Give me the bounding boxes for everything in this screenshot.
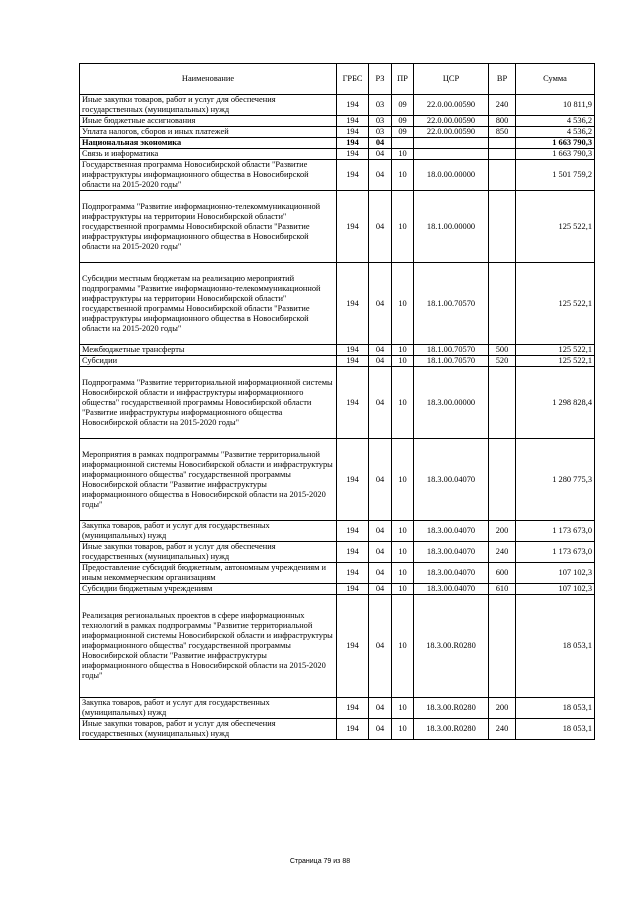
cell-vr: 850 [489,127,516,138]
cell-pr: 10 [392,584,414,595]
cell-sum: 107 102,3 [516,563,595,584]
cell-rz: 04 [369,719,392,740]
cell-vr: 240 [489,719,516,740]
table-row [80,149,595,160]
header-grbs: ГРБС [337,64,369,95]
cell-name: Государственная программа Новосибирской области "Развитие инфраструктуры информационного общества в Новосибирской области на 2015-2020 годы" [80,160,337,191]
cell-csr: 18.1.00.00000 [414,191,489,263]
cell-grbs: 194 [337,116,369,127]
cell-sum: 18 053,1 [516,595,595,698]
cell-sum: 1 280 775,3 [516,439,595,521]
cell-grbs: 194 [337,138,369,149]
table-row [80,116,595,127]
cell-name: Субсидии бюджетным учреждениям [80,584,337,595]
cell-sum: 10 811,9 [516,95,595,116]
cell-rz: 04 [369,160,392,191]
cell-sum: 125 522,1 [516,356,595,367]
table-row [80,356,595,367]
table-row [80,127,595,138]
cell-pr: 10 [392,542,414,563]
cell-pr: 10 [392,367,414,439]
cell-rz: 04 [369,138,392,149]
cell-name: Закупка товаров, работ и услуг для государственных (муниципальных) нужд [80,521,337,542]
header-csr: ЦСР [414,64,489,95]
cell-vr [489,138,516,149]
cell-csr: 18.3.00.R0280 [414,698,489,719]
header-pr: ПР [392,64,414,95]
cell-vr: 520 [489,356,516,367]
cell-rz: 04 [369,356,392,367]
table-row [80,595,595,698]
cell-rz: 04 [369,191,392,263]
cell-sum: 4 536,2 [516,116,595,127]
cell-sum: 107 102,3 [516,584,595,595]
cell-vr [489,263,516,345]
cell-pr: 09 [392,116,414,127]
cell-grbs: 194 [337,595,369,698]
table-body [80,95,595,740]
cell-rz: 03 [369,95,392,116]
cell-name: Межбюджетные трансферты [80,345,337,356]
cell-rz: 04 [369,521,392,542]
cell-pr [392,138,414,149]
cell-pr: 10 [392,191,414,263]
cell-grbs: 194 [337,191,369,263]
cell-csr: 18.0.00.00000 [414,160,489,191]
cell-rz: 04 [369,563,392,584]
cell-pr: 10 [392,521,414,542]
header-vr: ВР [489,64,516,95]
cell-pr: 10 [392,563,414,584]
table-row [80,138,595,149]
cell-csr: 18.1.00.70570 [414,345,489,356]
cell-pr: 09 [392,127,414,138]
cell-rz: 04 [369,584,392,595]
cell-sum: 125 522,1 [516,191,595,263]
cell-vr: 240 [489,95,516,116]
cell-name: Иные закупки товаров, работ и услуг для обеспечения государственных (муниципальных) нужд [80,542,337,563]
cell-rz: 03 [369,116,392,127]
cell-sum: 18 053,1 [516,698,595,719]
cell-sum: 1 298 828,4 [516,367,595,439]
cell-grbs: 194 [337,367,369,439]
cell-rz: 03 [369,127,392,138]
cell-grbs: 194 [337,584,369,595]
cell-name: Мероприятия в рамках подпрограммы "Развитие территориальной информационной системы Новосибирской области и инфраструктуры информационного общества" государственной программы Новосибирской области "Развитие инфраструктуры информационного общества в Новосибирской области на 2015-2020 годы" [80,439,337,521]
cell-grbs: 194 [337,439,369,521]
table-row [80,439,595,521]
budget-table [79,63,595,740]
cell-sum: 125 522,1 [516,345,595,356]
cell-csr: 18.3.00.R0280 [414,595,489,698]
cell-csr [414,138,489,149]
cell-vr: 600 [489,563,516,584]
cell-grbs: 194 [337,356,369,367]
cell-vr: 240 [489,542,516,563]
cell-vr: 500 [489,345,516,356]
table-header-row [80,64,595,95]
cell-vr: 800 [489,116,516,127]
cell-pr: 10 [392,356,414,367]
cell-sum: 4 536,2 [516,127,595,138]
table-row [80,542,595,563]
cell-sum: 18 053,1 [516,719,595,740]
cell-csr: 18.3.00.04070 [414,521,489,542]
cell-csr: 18.3.00.04070 [414,439,489,521]
cell-pr: 10 [392,345,414,356]
cell-grbs: 194 [337,345,369,356]
table-row [80,584,595,595]
cell-pr: 10 [392,595,414,698]
cell-sum: 1 173 673,0 [516,521,595,542]
cell-sum: 1 501 759,2 [516,160,595,191]
table-row [80,563,595,584]
cell-csr: 18.3.00.04070 [414,542,489,563]
cell-name: Субсидии [80,356,337,367]
cell-grbs: 194 [337,149,369,160]
cell-pr: 10 [392,439,414,521]
cell-name: Подпрограмма "Развитие территориальной информационной системы Новосибирской области и инфраструктуры информационного общества" государственной программы Новосибирской области "Развитие инфраструктуры информационного общества Новосибирской области на 2015-2020 годы" [80,367,337,439]
cell-grbs: 194 [337,563,369,584]
cell-rz: 04 [369,367,392,439]
table-row [80,345,595,356]
cell-pr: 09 [392,95,414,116]
cell-pr: 10 [392,149,414,160]
cell-vr: 200 [489,521,516,542]
cell-name: Иные закупки товаров, работ и услуг для обеспечения государственных (муниципальных) нужд [80,95,337,116]
cell-sum: 1 663 790,3 [516,138,595,149]
cell-pr: 10 [392,160,414,191]
cell-name: Иные бюджетные ассигнования [80,116,337,127]
header-sum: Сумма [516,64,595,95]
table-row [80,521,595,542]
cell-grbs: 194 [337,542,369,563]
cell-sum: 1 663 790,3 [516,149,595,160]
table-row [80,719,595,740]
table-row [80,191,595,263]
cell-name: Подпрограмма "Развитие информационно-телекоммуникационной инфраструктуры на территории Новосибирской области" государственной программы Новосибирской области "Развитие инфраструктуры информационного общества в Новосибирской области на 2015-2020 годы" [80,191,337,263]
cell-grbs: 194 [337,95,369,116]
table-row [80,698,595,719]
cell-rz: 04 [369,542,392,563]
cell-csr [414,149,489,160]
cell-vr: 200 [489,698,516,719]
table-row [80,160,595,191]
cell-csr: 18.3.00.04070 [414,563,489,584]
page-footer: Страница 79 из 88 [289,858,351,865]
cell-vr [489,160,516,191]
cell-csr: 22.0.00.00590 [414,116,489,127]
cell-vr [489,191,516,263]
cell-rz: 04 [369,263,392,345]
cell-grbs: 194 [337,521,369,542]
cell-grbs: 194 [337,127,369,138]
cell-sum: 1 173 673,0 [516,542,595,563]
cell-grbs: 194 [337,719,369,740]
table-row [80,367,595,439]
header-rz: РЗ [369,64,392,95]
cell-grbs: 194 [337,160,369,191]
cell-csr: 18.3.00.00000 [414,367,489,439]
cell-csr: 18.1.00.70570 [414,263,489,345]
cell-grbs: 194 [337,698,369,719]
cell-rz: 04 [369,595,392,698]
cell-name: Субсидии местным бюджетам на реализацию мероприятий подпрограммы "Развитие информационно-телекоммуникационной инфраструктуры на территории Новосибирской области" государственной программы Новосибирской области "Развитие инфраструктуры информационного общества в Новосибирской области на 2015-2020 годы" [80,263,337,345]
table-row [80,95,595,116]
cell-pr: 10 [392,698,414,719]
cell-name: Предоставление субсидий бюджетным, автономным учреждениям и иным некоммерческим организациям [80,563,337,584]
cell-name: Иные закупки товаров, работ и услуг для обеспечения государственных (муниципальных) нужд [80,719,337,740]
cell-rz: 04 [369,439,392,521]
cell-name: Уплата налогов, сборов и иных платежей [80,127,337,138]
cell-name: Реализация региональных проектов в сфере информационных технологий в рамках подпрограммы "Развитие территориальной информационной системы Новосибирской области и инфраструктуры информационного общества" государственной программы Новосибирской области "Развитие инфраструктуры информационного общества в Новосибирской области на 2015-2020 годы" [80,595,337,698]
cell-vr [489,439,516,521]
cell-sum: 125 522,1 [516,263,595,345]
cell-csr: 22.0.00.00590 [414,127,489,138]
cell-pr: 10 [392,719,414,740]
cell-grbs: 194 [337,263,369,345]
cell-pr: 10 [392,263,414,345]
header-name: Наименование [80,64,337,95]
cell-rz: 04 [369,698,392,719]
cell-rz: 04 [369,345,392,356]
cell-csr: 18.3.00.04070 [414,584,489,595]
cell-name: Национальная экономика [80,138,337,149]
cell-name: Связь и информатика [80,149,337,160]
cell-name: Закупка товаров, работ и услуг для государственных (муниципальных) нужд [80,698,337,719]
cell-csr: 18.1.00.70570 [414,356,489,367]
table-row [80,263,595,345]
cell-vr: 610 [489,584,516,595]
cell-vr [489,595,516,698]
cell-vr [489,149,516,160]
cell-csr: 22.0.00.00590 [414,95,489,116]
cell-csr: 18.3.00.R0280 [414,719,489,740]
cell-rz: 04 [369,149,392,160]
cell-vr [489,367,516,439]
